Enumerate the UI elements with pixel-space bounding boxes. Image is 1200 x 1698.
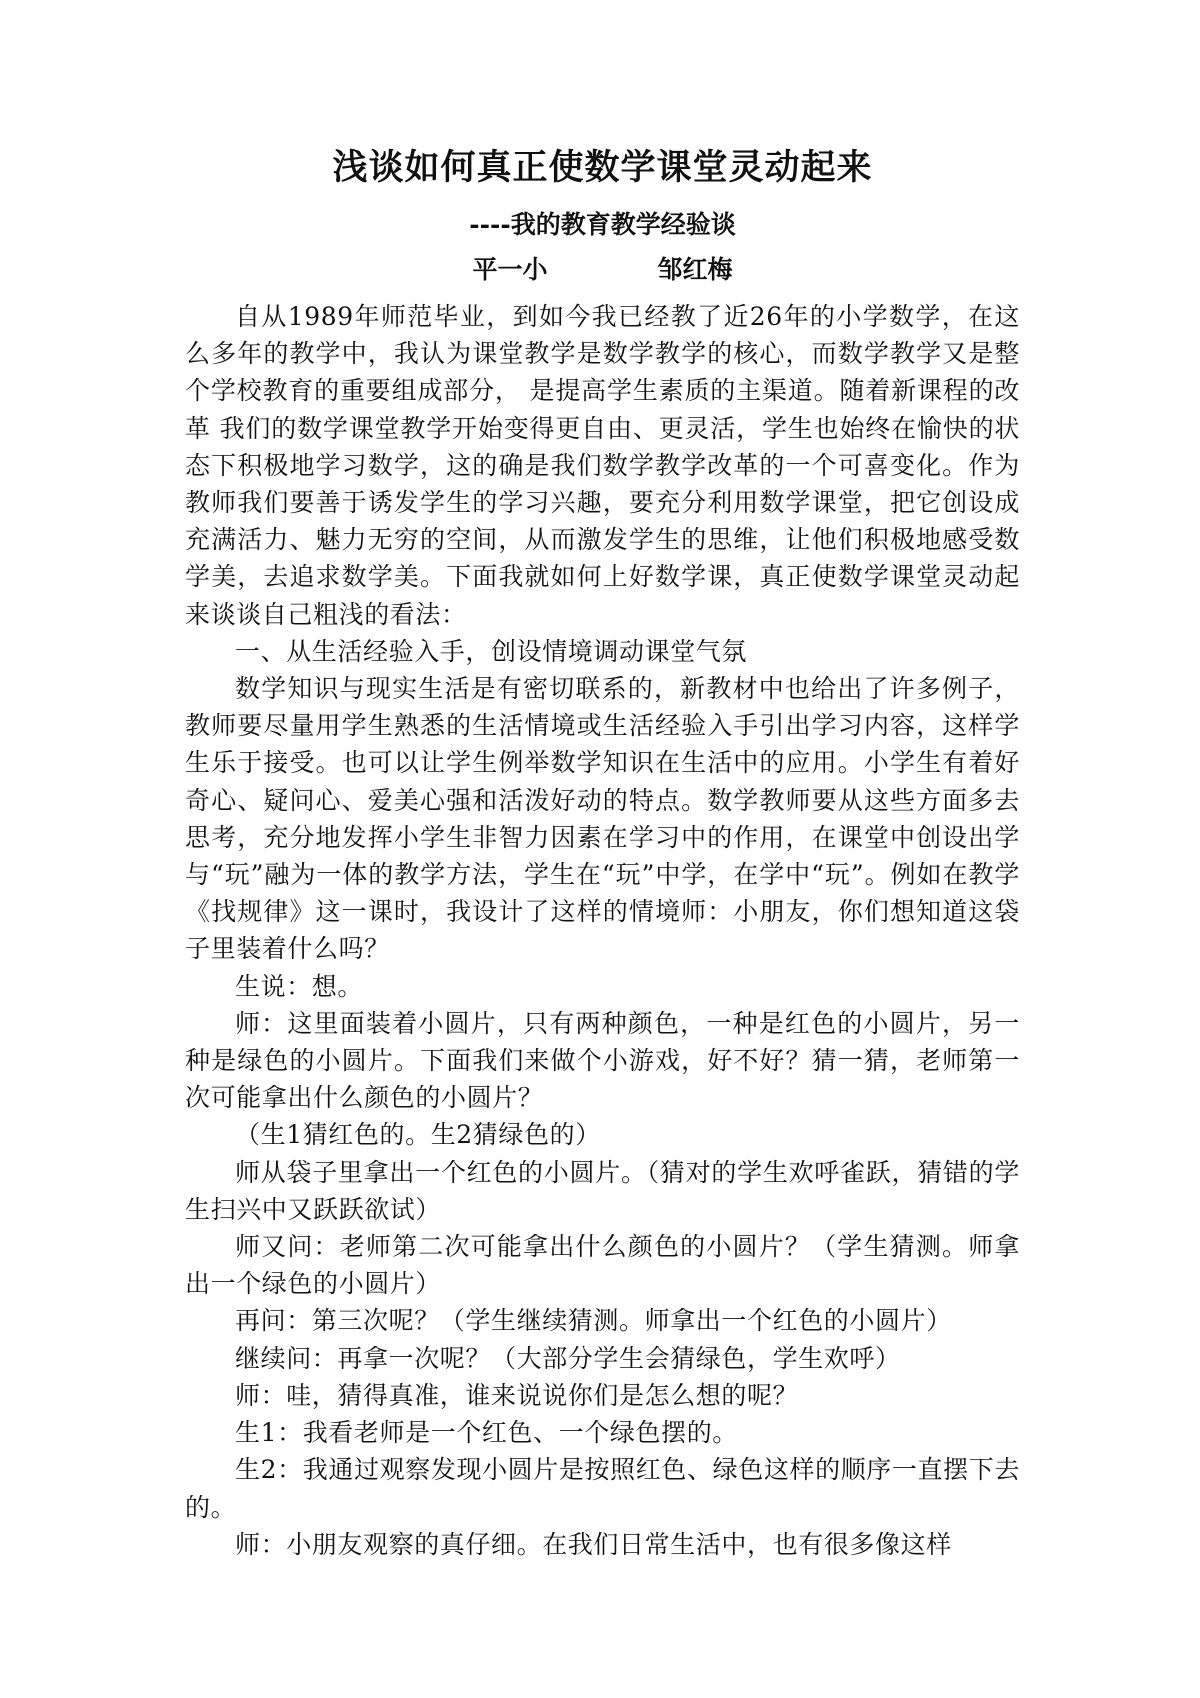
document-body — [185, 298, 1020, 1563]
dialogue-line: 生说：想。 — [235, 971, 364, 1001]
dialogue-line: 生2：我通过观察发现小圆片是按照红色、绿色这样的顺序一直摆下去的。 — [185, 1455, 1020, 1522]
paragraph-intro: 自从1989年师范毕业，到如今我已经教了近26年的小学数学，在这么多年的教学中，我认为课堂教学是数学教学的核心，而数学教学又是整个学校教育的重要组成部分， 是提高学生素质的主渠道。随着新课程的改革 我们的数学课堂教学开始变得更自由、更灵活，学生也始终在愉快的状态下积极地学习数学，这的确是我们数学教学改革的一个可喜变化。作为教师我们要善于诱发学生的学习兴趣，要充分利用数学课堂，把它创设成充满活力、魅力无穷的空间，从而激发学生的思维，让他们积极地感受数学美，去追求数学美。下面我就如何上好数学课，真正使数学课堂灵动起来谈谈自己粗浅的看法： — [185, 302, 1020, 629]
document-subtitle: ----我的教育教学经验谈 — [469, 210, 736, 239]
dialogue-line: 生1：我看老师是一个红色、一个绿色摆的。 — [235, 1418, 738, 1448]
paragraph: 数学知识与现实生活是有密切联系的，新教材中也给出了许多例子，教师要尽量用学生熟悉的生活情境或生活经验入手引出学习内容，这样学生乐于接受。也可以让学生例举数学知识在生活中的应用。小学生有着好奇心、疑问心、爱美心强和活泼好动的特点。数学教师要从这些方面多去思考，充分地发挥小学生非智力因素在学习中的作用，在课堂中创设出学与“玩”融为一体的教学方法，学生在“玩”中学，在学中“玩”。例如在教学《找规律》这一课时，我设计了这样的情境师：小朋友，你们想知道这袋子里装着什么吗？ — [185, 674, 1020, 964]
document-title: 浅谈如何真正使数学课堂灵动起来 — [332, 148, 873, 188]
dialogue-line: 师：哇，猜得真准，谁来说说你们是怎么想的呢？ — [235, 1380, 799, 1410]
dialogue-line: 师：这里面装着小圆片，只有两种颜色，一种是红色的小圆片，另一种是绿色的小圆片。下面我们来做个小游戏，好不好？猜一猜，老师第一次可能拿出什么颜色的小圆片？ — [185, 1008, 1020, 1113]
dialogue-line: 再问：第三次呢？（学生继续猜测。师拿出一个红色的小圆片） — [235, 1306, 952, 1336]
author-name: 邹红梅 — [657, 255, 733, 284]
section-heading: 一、从生活经验入手，创设情境调动课堂气氛 — [235, 636, 748, 666]
dialogue-line: 继续问：再拿一次呢？（大部分学生会猜绿色，学生欢呼） — [235, 1343, 901, 1373]
author-school: 平一小 — [472, 255, 548, 284]
dialogue-line: （生1猜红色的。生2猜绿色的） — [235, 1120, 601, 1150]
author-byline — [185, 252, 1020, 288]
dialogue-line: 师从袋子里拿出一个红色的小圆片。（猜对的学生欢呼雀跃，猜错的学生扫兴中又跃跃欲试） — [185, 1157, 1020, 1224]
dialogue-line: 师又问：老师第二次可能拿出什么颜色的小圆片？（学生猜测。师拿出一个绿色的小圆片） — [185, 1232, 1020, 1299]
dialogue-line: 师：小朋友观察的真仔细。在我们日常生活中，也有很多像这样 — [235, 1529, 952, 1559]
